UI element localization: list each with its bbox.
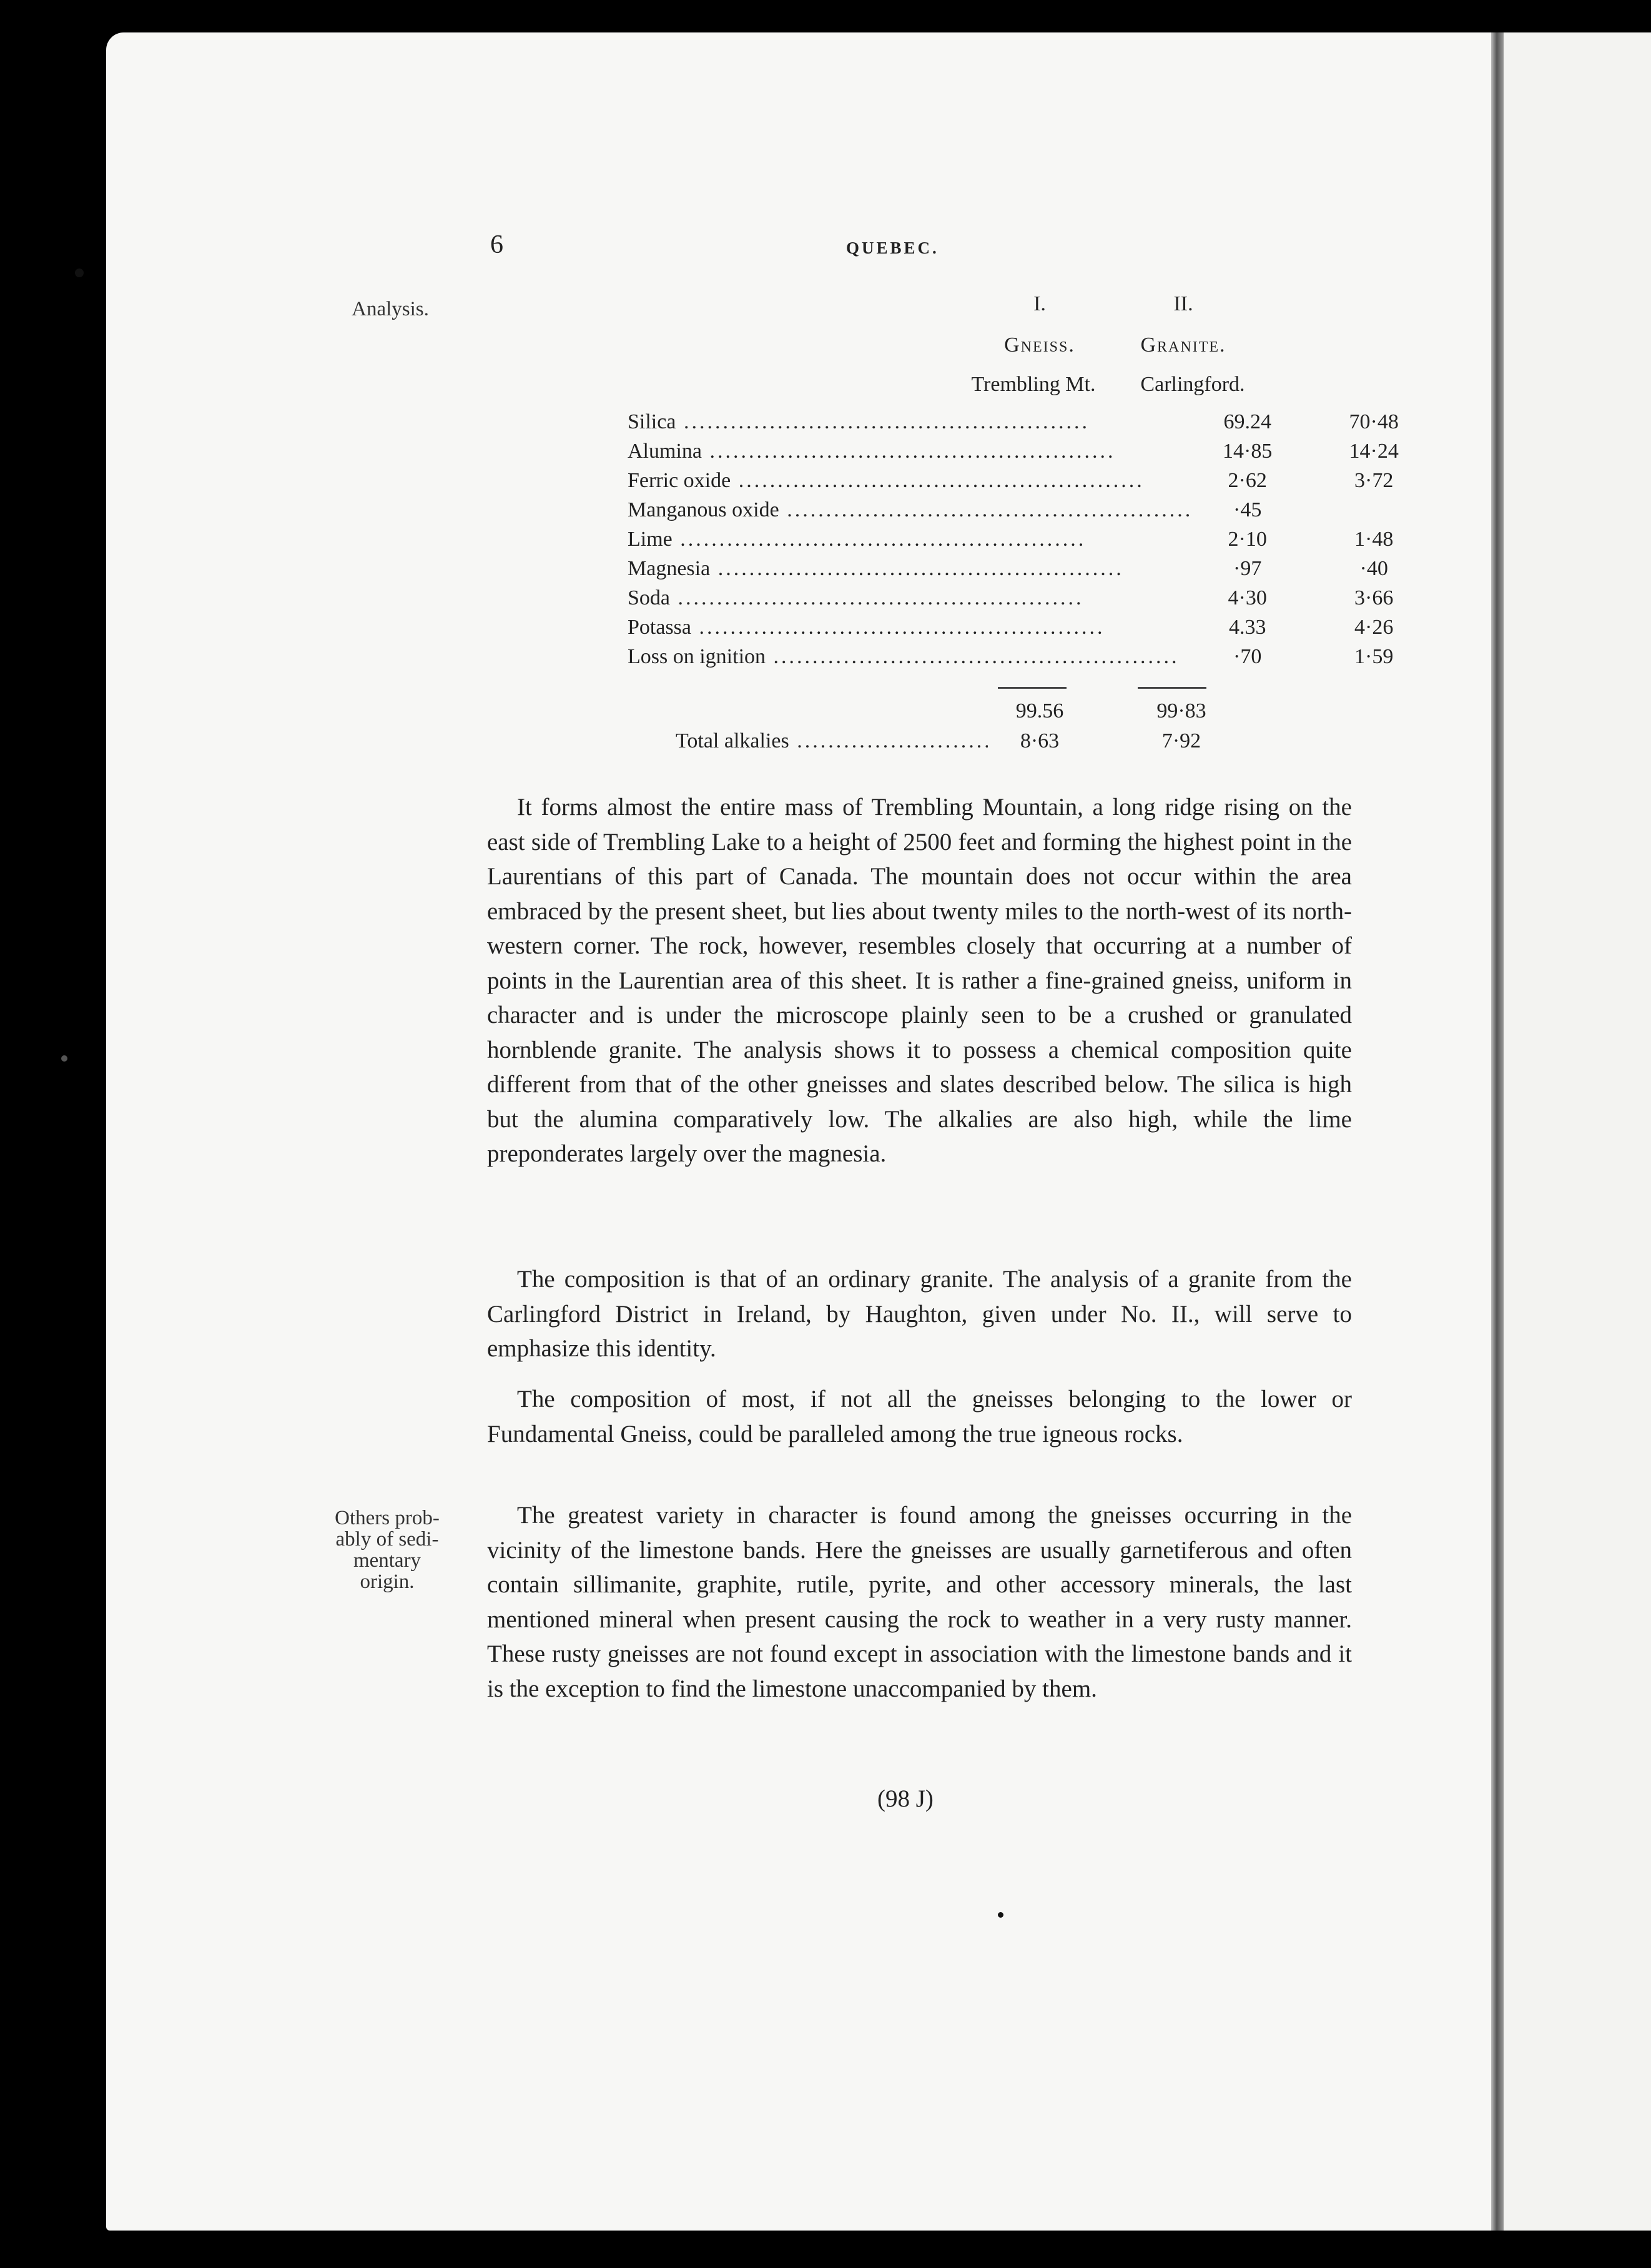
- gneiss-value: 4·30: [1228, 586, 1267, 609]
- oxide-name: Silica .....: [628, 407, 1193, 436]
- oxide-name: Alumina .....: [628, 436, 1193, 466]
- scan-speck: [998, 1912, 1003, 1918]
- table-row: [628, 583, 1446, 613]
- table-row: [628, 613, 1446, 642]
- granite-value: ·40: [1359, 556, 1388, 580]
- margin-note-analysis: Analysis.: [352, 298, 429, 320]
- page-number: 6: [490, 230, 503, 259]
- oxide-name: Potassa .....: [628, 613, 1193, 642]
- oxide-name: Manganous oxide .....: [628, 495, 1193, 525]
- table-row: [628, 466, 1446, 495]
- granite-value: 1·48: [1354, 527, 1394, 551]
- scan-speck: [75, 269, 84, 277]
- table-row: [628, 525, 1446, 554]
- gneiss-value: ·45: [1233, 498, 1262, 521]
- granite-value: [1302, 495, 1446, 525]
- table-row: [628, 554, 1446, 583]
- margin-note-line: Others prob-: [335, 1507, 440, 1529]
- total-gneiss: 99.56: [1015, 699, 1064, 722]
- granite-value: 70·48: [1349, 410, 1399, 433]
- column-rock-1: Gneiss.: [1004, 333, 1075, 357]
- analysis-table: [628, 407, 1446, 671]
- table-row: [628, 495, 1446, 525]
- table-row: [628, 436, 1446, 466]
- table-row: [628, 407, 1446, 436]
- granite-value: 3·66: [1354, 586, 1394, 609]
- gneiss-value: 4.33: [1228, 615, 1266, 639]
- total-granite: 99·83: [1156, 699, 1206, 722]
- oxide-name: Soda .....: [628, 583, 1193, 613]
- gneiss-value: 14·85: [1223, 439, 1273, 463]
- gneiss-value: 2·62: [1228, 468, 1267, 492]
- margin-note-line: mentary: [353, 1549, 421, 1572]
- granite-value: 14·24: [1349, 439, 1399, 463]
- scan-speck: [61, 1055, 67, 1062]
- column-numeral-1: I.: [1033, 292, 1046, 315]
- granite-value: 3·72: [1354, 468, 1394, 492]
- book-gutter: [1491, 32, 1504, 2231]
- column-numeral-2: II.: [1173, 292, 1193, 315]
- body-paragraph: The greatest variety in character is found among the gneisses occurring in the vicinity of the limestone bands. Here the gneisses are usually garnetiferous and often contain sillimanite, graphite, rutile, pyrite, and other accessory minerals, the last mentioned mineral when present causing the rock to weather in a very rusty manner. These rusty gneisses are not found except in association with the limestone bands and it is the exception to find the limestone unaccompanied by them.: [487, 1502, 1352, 1702]
- table-row: [628, 642, 1446, 671]
- column-locality-1: Trembling Mt.: [971, 373, 1096, 396]
- column-locality-2: Carlingford.: [1140, 373, 1245, 396]
- body-paragraph: It forms almost the entire mass of Trembling Mountain, a long ridge rising on the east side of Trembling Lake to a height of 2500 feet and forming the highest point in the Laurentians of this part of Canada. The mountain does not occur within the area embraced by the present sheet, but lies about twenty miles to the north-west of its north-western corner. The rock, however, resembles closely that occurring at a number of points in the Laurentian area of this sheet. It is rather a fine-grained gneiss, uniform in character and is under the microscope plainly seen to be a crushed or granulated hornblende granite. The analysis shows it to possess a chemical composition quite different from that of the other gneisses and slates described below. The silica is high but the alumina comparatively low. The alkalies are also high, while the lime preponderates largely over the magnesia.: [487, 794, 1352, 1167]
- sum-rule-granite: [1138, 687, 1206, 689]
- gneiss-value: ·70: [1233, 644, 1262, 668]
- margin-note-line: ably of sedi-: [335, 1528, 439, 1551]
- alkalies-gneiss: 8·63: [1020, 729, 1060, 752]
- oxide-name: Loss on ignition .....: [628, 642, 1193, 671]
- facing-page-edge: [1504, 32, 1651, 2231]
- alkalies-granite: 7·92: [1161, 729, 1201, 752]
- body-paragraph: The composition is that of an ordinary granite. The analysis of a granite from the Carlingford District in Ireland, by Haughton, given under No. II., will serve to emphasize this identity.: [487, 1266, 1352, 1362]
- gneiss-value: ·97: [1233, 556, 1262, 580]
- oxide-name: Magnesia .....: [628, 554, 1193, 583]
- sum-rule-gneiss: [998, 687, 1067, 689]
- margin-note-others: [325, 1507, 450, 1592]
- body-paragraph: The composition of most, if not all the gneisses belonging to the lower or Fundamental Gneiss, could be paralleled among the true igneous rocks.: [487, 1386, 1352, 1447]
- page-footer: (98 J): [877, 1785, 934, 1812]
- gneiss-value: 2·10: [1228, 527, 1267, 551]
- gneiss-value: 69.24: [1223, 410, 1271, 433]
- oxide-name: Ferric oxide .....: [628, 466, 1193, 495]
- running-head: QUEBEC.: [846, 239, 939, 257]
- oxide-name: Lime .....: [628, 525, 1193, 554]
- granite-value: 4·26: [1354, 615, 1394, 639]
- granite-value: 1·59: [1354, 644, 1394, 668]
- margin-note-line: origin.: [360, 1570, 415, 1593]
- total-alkalies-label: Total alkalies .....: [676, 729, 988, 753]
- column-rock-2: Granite.: [1140, 333, 1226, 357]
